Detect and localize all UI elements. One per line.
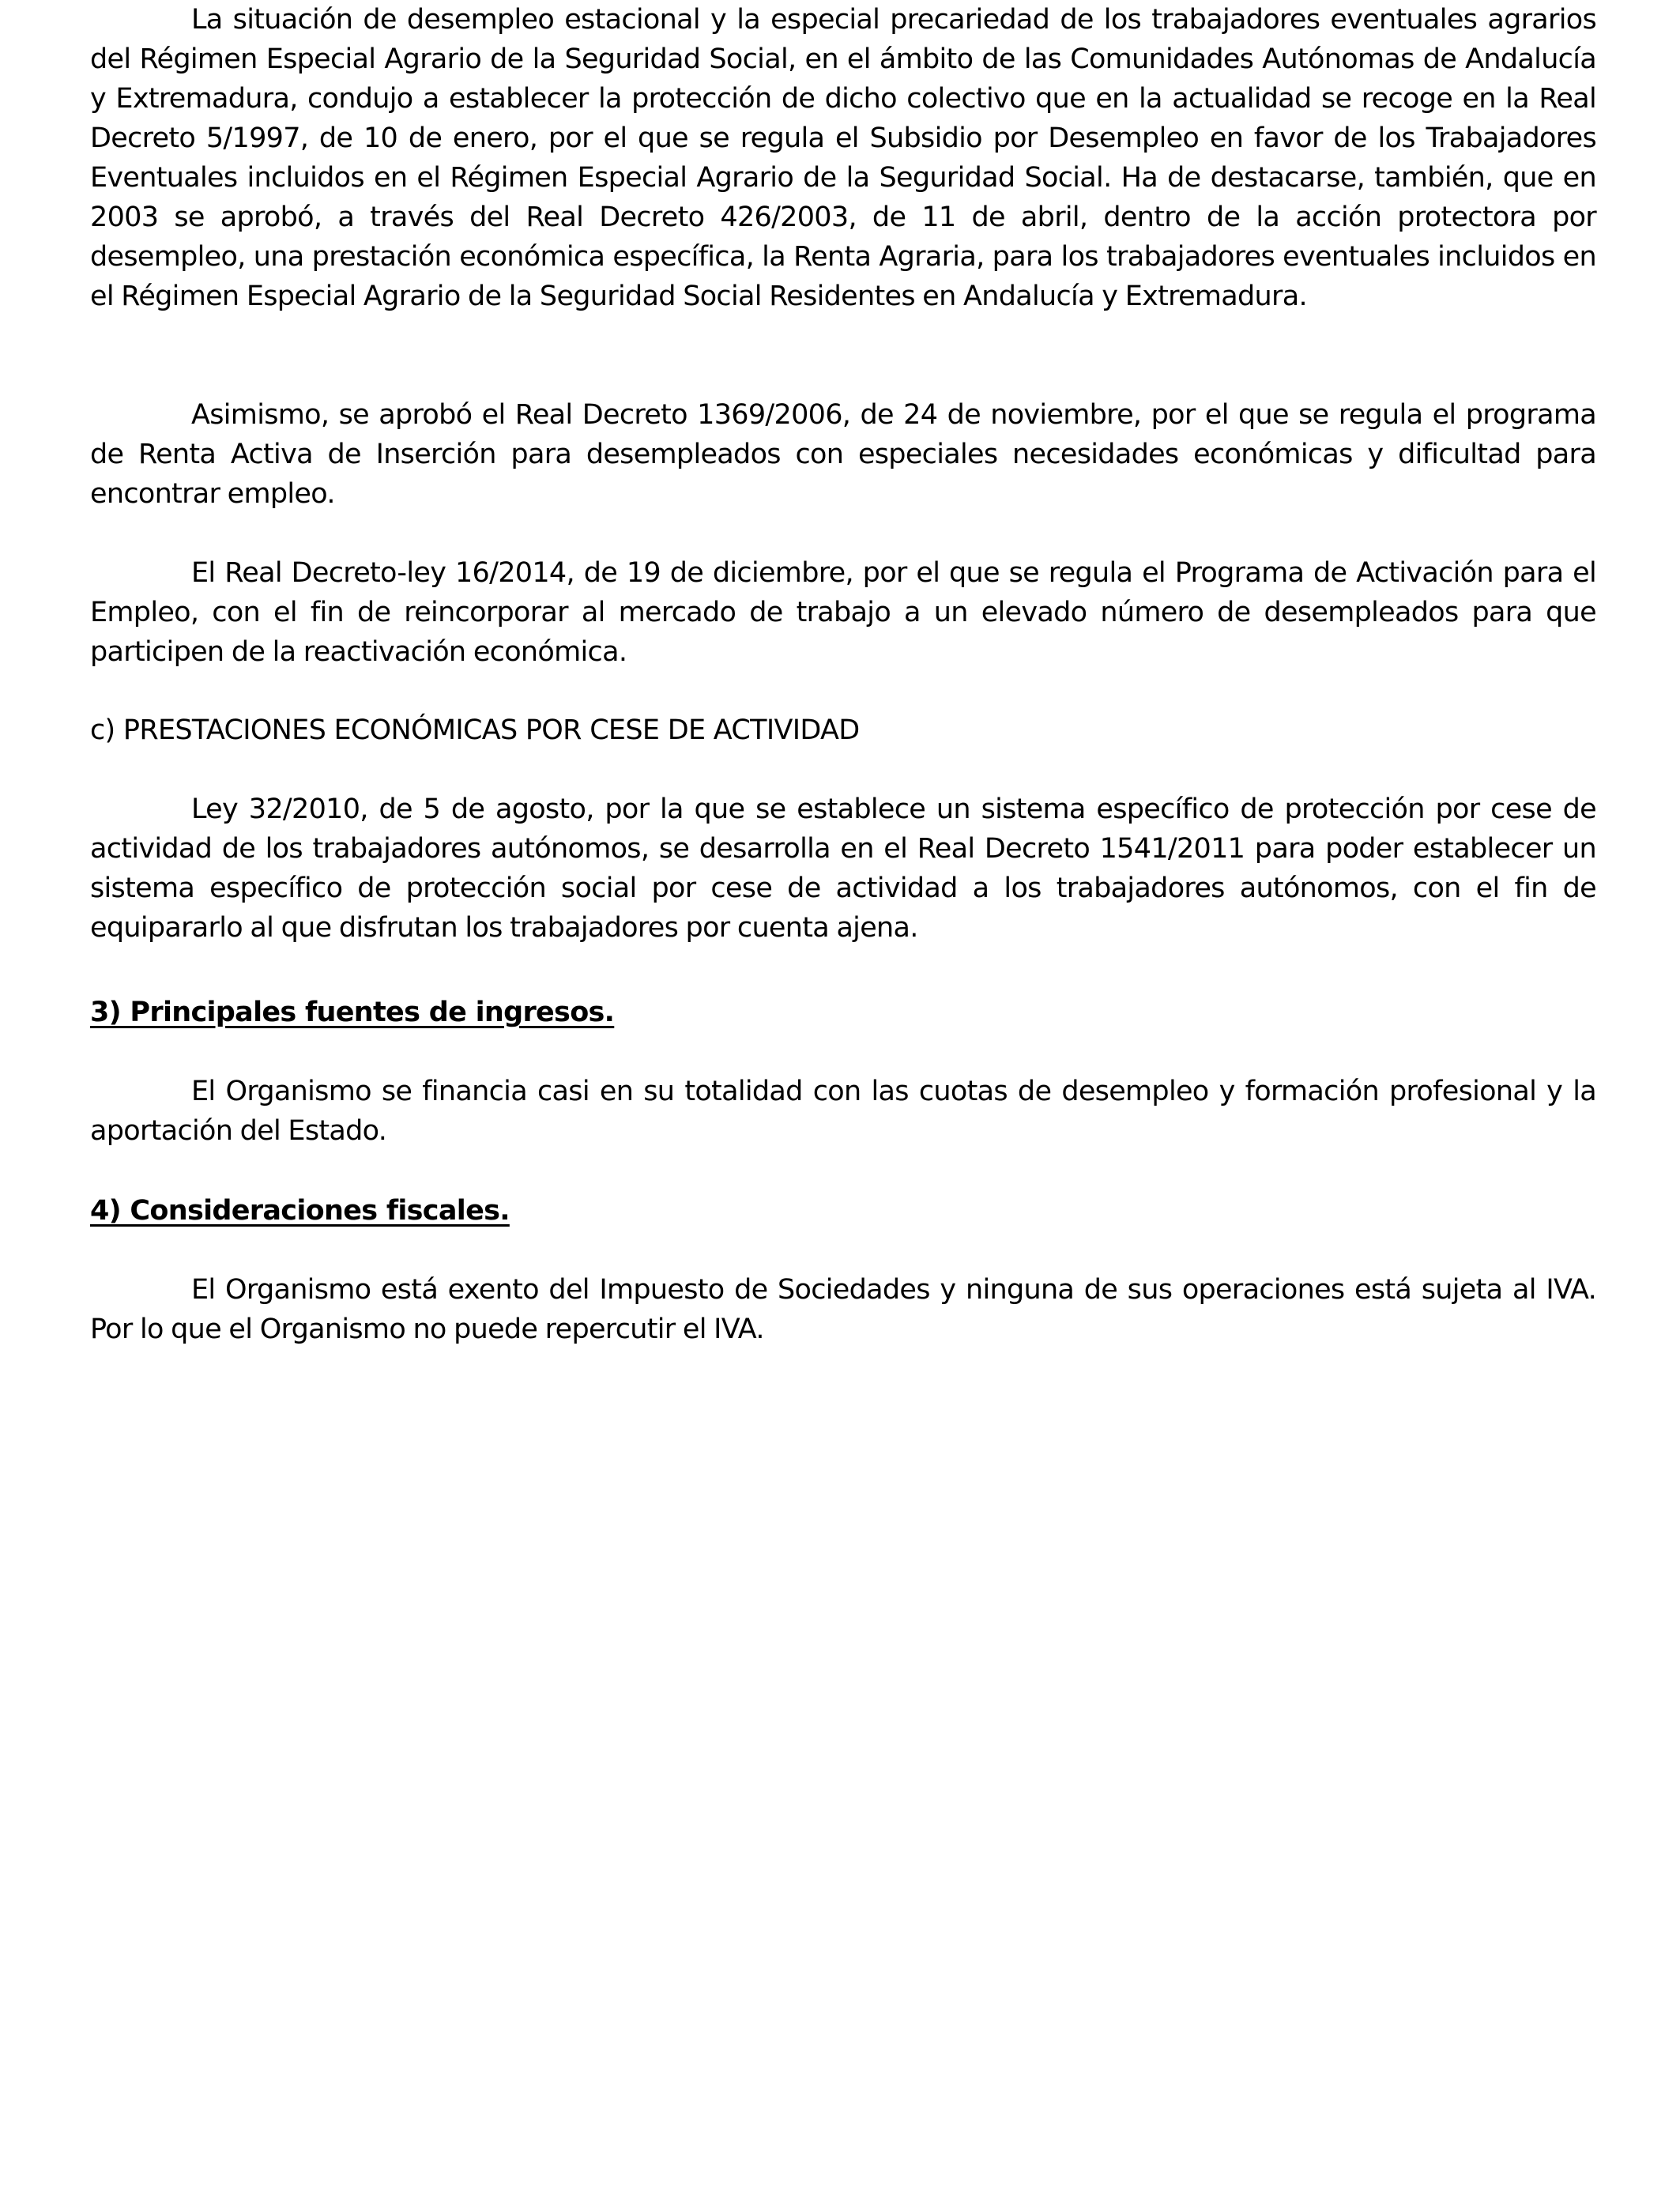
section-c-title: c) PRESTACIONES ECONÓMICAS POR CESE DE ACTIVIDAD bbox=[90, 714, 860, 746]
paragraph-renta-activa: Asimismo, se aprobó el Real Decreto 1369/2006, de 24 de noviembre, por el que se regula el programa de Renta Activa de Inserción para desempleados con especiales necesidades económicas y dificultad para encontrar empleo. bbox=[90, 399, 1596, 510]
section-4-paragraph: El Organismo está exento del Impuesto de Sociedades y ninguna de sus operaciones está sujeta al IVA. Por lo que el Organismo no puede repercutir el IVA. bbox=[90, 1274, 1596, 1345]
paragraph-programa-activacion: El Real Decreto-ley 16/2014, de 19 de diciembre, por el que se regula el Programa de Activación para el Empleo, con el fin de reincorporar al mercado de trabajo a un elevado número de desempleados para que participen de la reactivación económica. bbox=[90, 557, 1596, 668]
section-c-paragraph: Ley 32/2010, de 5 de agosto, por la que se establece un sistema específico de protección por cese de actividad de los trabajadores autónomos, se desarrolla en el Real Decreto 1541/2011 para poder establecer un sistema específico de protección social por cese de actividad a los trabajadores autónomos, con el fin de equipararlo al que disfrutan los trabajadores por cuenta ajena. bbox=[90, 794, 1596, 944]
section-4-heading: 4) Consideraciones fiscales. bbox=[90, 1195, 510, 1227]
paragraph-subsidio-agrario: La situación de desempleo estacional y la especial precariedad de los trabajadores eventuales agrarios del Régimen Especial Agrario de la Seguridad Social, en el ámbito de las Comunidades Autónomas de Andalucía y Extremadura, condujo a establecer la protección de dicho colectivo que en la actualidad se recoge en la Real Decreto 5/1997, de 10 de enero, por el que se regula el Subsidio por Desempleo en favor de los Trabajadores Eventuales incluidos en el Régimen Especial Agrario de la Seguridad Social. Ha de destacarse, también, que en 2003 se aprobó, a través del Real Decreto 426/2003, de 11 de abril, dentro de la acción protectora por desempleo, una prestación económica específica, la Renta Agraria, para los trabajadores eventuales incluidos en el Régimen Especial Agrario de la Seguridad Social Residentes en Andalucía y Extremadura. bbox=[90, 4, 1596, 312]
section-3-paragraph: El Organismo se financia casi en su totalidad con las cuotas de desempleo y formación profesional y la aportación del Estado. bbox=[90, 1076, 1596, 1147]
section-3-heading: 3) Principales fuentes de ingresos. bbox=[90, 997, 615, 1028]
